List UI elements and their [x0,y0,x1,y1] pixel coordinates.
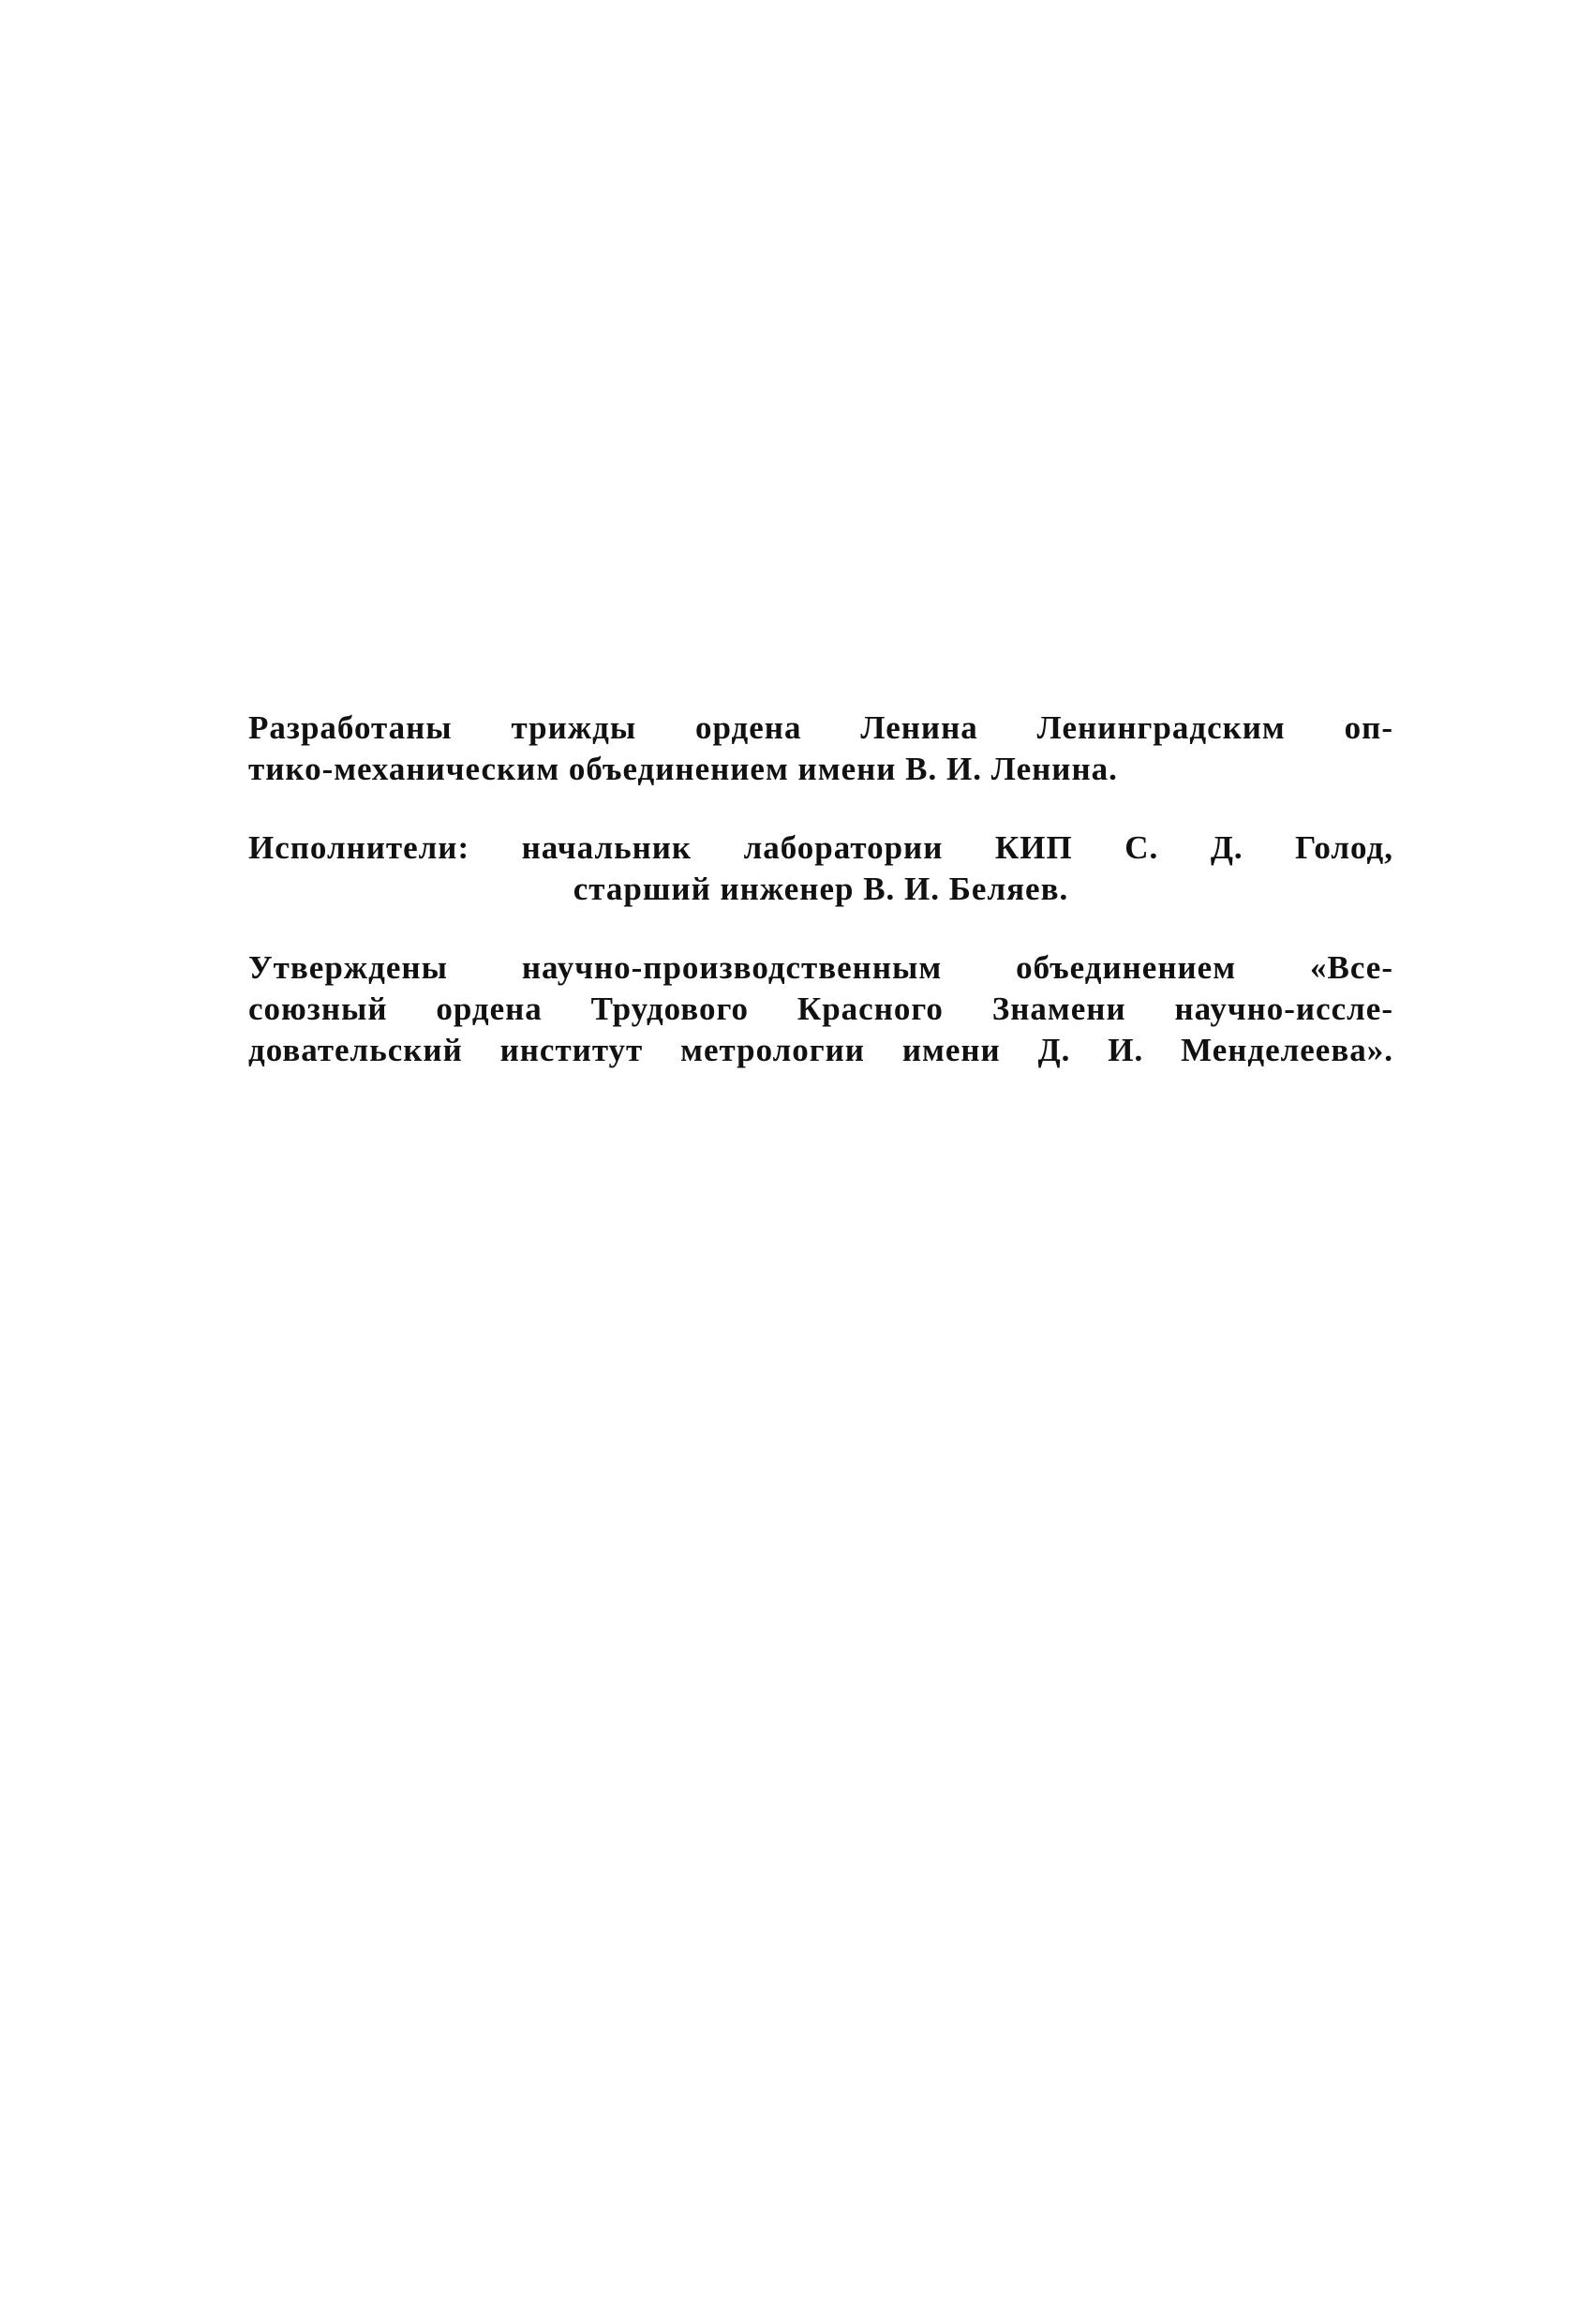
developer-line-2: тико-механическим объединением имени В. И. Ленина. [248,751,1118,787]
credits-block [248,708,1393,1109]
developer-paragraph [248,708,1393,790]
executors-paragraph [248,827,1393,910]
approved-line-1: Утверждены научно-производственным объединением «Все- [248,949,1393,986]
approved-line-2: союзный ордена Трудового Красного Знамени научно-иссле- [248,991,1393,1027]
executors-line-2: старший инженер В. И. Беляев. [573,871,1069,907]
approved-paragraph [248,947,1393,1071]
developer-line-1: Разработаны трижды ордена Ленина Ленинградским оп- [248,709,1393,746]
approved-line-3: довательский институт метрологии имени Д. И. Менделеева». [248,1032,1393,1068]
executors-line-1: Исполнители: начальник лаборатории КИП С. Д. Голод, [248,829,1393,866]
